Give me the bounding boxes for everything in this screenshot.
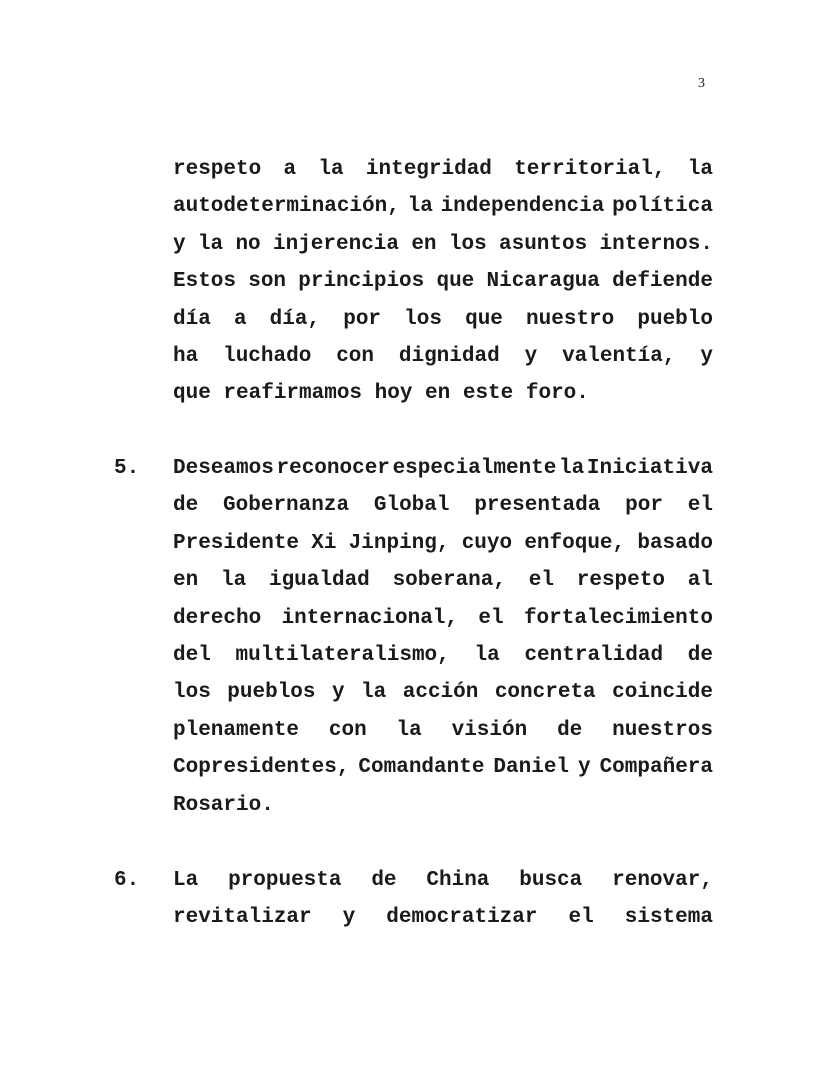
word: Comandante <box>358 756 485 780</box>
word: reconocer <box>276 457 390 480</box>
word: foro. <box>525 382 589 406</box>
word: de <box>371 869 397 892</box>
list-item-line <box>173 679 713 707</box>
word: Estos <box>173 270 237 294</box>
word: los <box>448 232 487 256</box>
word: nuestros <box>612 718 713 742</box>
word: en <box>411 232 437 256</box>
word: internacional, <box>281 606 459 630</box>
word: el <box>687 494 713 518</box>
word: plenamente <box>173 718 300 742</box>
word: día, <box>269 307 321 331</box>
word: dignidad <box>398 345 500 368</box>
word: y <box>331 681 345 705</box>
word: Compañera <box>599 756 713 780</box>
word: política <box>612 195 713 219</box>
list-item-line <box>173 754 713 782</box>
word: fortalecimiento <box>523 606 713 630</box>
word: Copresidentes, <box>173 756 350 780</box>
word: el <box>528 569 554 593</box>
word: son <box>248 270 287 294</box>
word: acción <box>402 681 479 705</box>
word: autodeterminación, <box>173 195 400 219</box>
word: los <box>404 307 442 331</box>
list-item-line <box>173 792 713 820</box>
paragraph-line <box>173 306 713 334</box>
list-item-line <box>173 455 713 483</box>
word: por <box>343 307 382 331</box>
word: Jinping, <box>348 531 450 555</box>
word: de <box>173 494 199 518</box>
word: a <box>233 307 247 331</box>
page-number: 3 <box>698 76 705 91</box>
word: multilateralismo, <box>235 644 450 667</box>
word: que <box>465 307 503 331</box>
word: igualdad <box>268 569 370 593</box>
word: cuyo <box>461 531 513 555</box>
word: coincide <box>612 681 713 705</box>
paragraph-line <box>173 343 713 371</box>
word: centralidad <box>524 644 664 667</box>
word: pueblos <box>227 681 316 705</box>
word: sistema <box>624 906 713 930</box>
word: del <box>173 644 211 667</box>
word: y <box>342 906 356 930</box>
word: Iniciativa <box>586 457 713 480</box>
word: la <box>396 718 422 742</box>
word: Xi <box>311 531 337 555</box>
list-item-number: 6. <box>114 869 140 892</box>
word: día <box>173 307 211 331</box>
word: asuntos <box>498 232 588 256</box>
list-item-line <box>173 904 713 932</box>
word: independencia <box>440 195 605 219</box>
word: el <box>478 606 504 630</box>
word: visión <box>451 718 528 742</box>
word: Daniel <box>493 756 570 780</box>
word: hoy <box>374 382 413 406</box>
word: derecho <box>173 606 262 630</box>
word: respeto <box>576 569 665 593</box>
word: y <box>524 345 538 368</box>
word: Global <box>373 494 450 518</box>
word: en <box>173 569 199 593</box>
list-item-number: 5. <box>114 457 140 480</box>
word: la <box>474 644 500 667</box>
word: no <box>235 232 261 256</box>
word: Presidente <box>173 531 300 555</box>
word: a <box>283 158 297 181</box>
word: internos. <box>599 232 713 256</box>
word: nuestro <box>526 307 615 331</box>
word: injerencia <box>272 232 400 256</box>
word: revitalizar <box>173 906 312 930</box>
word: la <box>197 232 224 256</box>
word: por <box>625 494 663 518</box>
word: este <box>462 382 514 406</box>
word: la <box>687 158 713 181</box>
word: integridad <box>365 158 492 181</box>
word: la <box>361 681 387 705</box>
word: respeto <box>173 158 262 181</box>
word: principios <box>298 270 425 294</box>
list-item-line <box>173 492 713 520</box>
word: valentía, <box>562 345 676 368</box>
word: la <box>559 457 585 480</box>
paragraph-line <box>173 380 713 408</box>
word: concreta <box>494 681 596 705</box>
word: basado <box>637 531 713 555</box>
word: y <box>578 756 591 780</box>
word: que <box>436 270 475 294</box>
word: Rosario. <box>173 793 274 817</box>
list-item-line <box>173 567 713 595</box>
word: enfoque, <box>524 531 626 555</box>
word: luchado <box>223 345 312 368</box>
word: especialmente <box>392 457 557 480</box>
word: la <box>220 569 247 593</box>
word: renovar, <box>612 869 713 892</box>
word: soberana, <box>392 569 506 593</box>
word: la <box>318 158 344 181</box>
word: La <box>173 869 199 892</box>
word: de <box>557 718 583 742</box>
word: en <box>425 382 451 406</box>
word: Nicaragua <box>486 270 600 294</box>
word: reafirmamos <box>223 382 363 406</box>
list-item-line <box>173 867 713 895</box>
word: con <box>328 718 367 742</box>
word: que <box>173 382 211 406</box>
list-item-line <box>173 642 713 670</box>
word: territorial, <box>514 158 666 181</box>
paragraph-line <box>173 156 713 184</box>
word: defiende <box>612 270 713 294</box>
word: y <box>173 232 186 256</box>
word: la <box>407 195 433 219</box>
word: Gobernanza <box>223 494 350 518</box>
word: presentada <box>474 494 601 518</box>
word: pueblo <box>637 307 713 331</box>
word: el <box>568 906 594 930</box>
word: con <box>336 345 374 368</box>
word: y <box>700 345 713 368</box>
word: al <box>687 569 713 593</box>
paragraph-line <box>173 193 713 221</box>
word: propuesta <box>228 869 342 892</box>
list-item-line <box>173 717 713 745</box>
word: China <box>426 869 490 892</box>
word: los <box>173 681 211 705</box>
list-item-line <box>173 605 713 633</box>
paragraph-line <box>173 231 713 259</box>
word: ha <box>173 345 199 368</box>
word: Deseamos <box>173 457 274 480</box>
paragraph-line <box>173 268 713 296</box>
list-item-line <box>173 530 713 558</box>
word: democratizar <box>386 906 538 930</box>
word: busca <box>519 869 583 892</box>
word: de <box>687 644 713 667</box>
